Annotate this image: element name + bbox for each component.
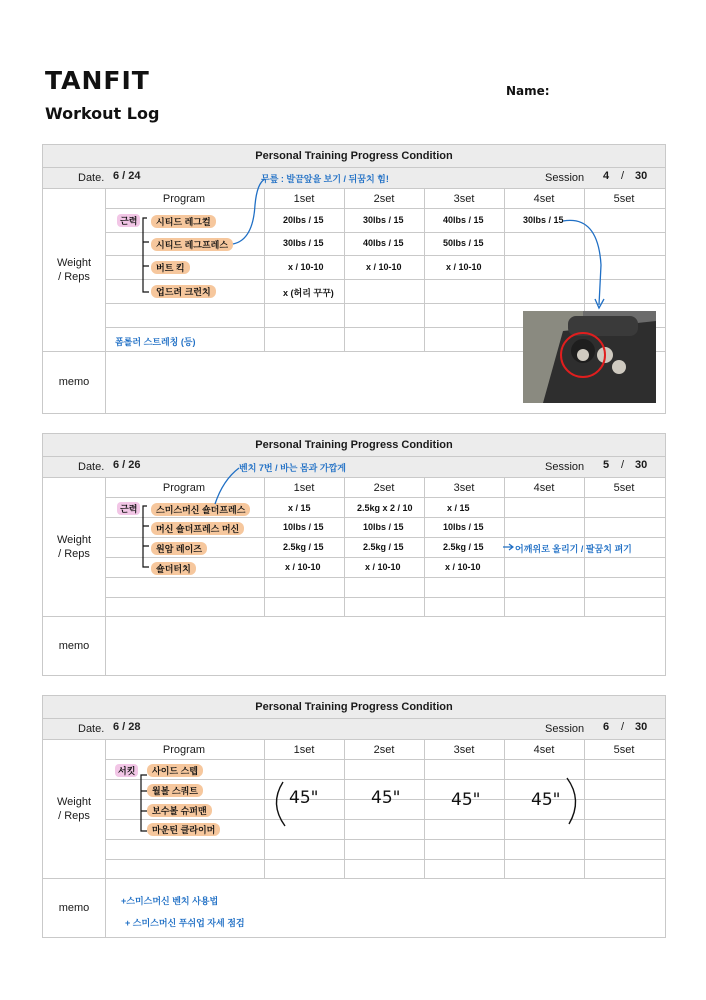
set-value: x / 10-10 [365,562,401,572]
exercise-name: 숄더터치 [151,562,196,575]
set-value: x / 15 [447,503,470,513]
col-set-5: 5set [613,482,635,494]
weight-reps-label: Weight / Reps [56,796,92,822]
category-label: 근력 [117,502,140,515]
set-value: 50lbs / 15 [443,238,484,248]
side-note: 어깨위로 올리기 / 팔꿈치 펴기 [515,544,632,554]
col-set-3: 3set [453,193,475,205]
col-set-4: 4set [533,482,555,494]
coaching-note: 벤치 7번 / 바는 몸과 가깝게 [239,463,346,473]
date-session-row [43,719,665,740]
name-label: Name: [506,84,550,98]
memo-label: memo [58,640,90,652]
session-total: 30 [635,721,648,733]
exercise-name: 스미스머신 숄더프레스 [151,503,250,516]
exercise-name: 보수볼 슈퍼맨 [147,804,212,817]
set-value: 10lbs / 15 [283,522,324,532]
date-label: Date. [78,723,105,735]
category-label: 서킷 [115,764,138,777]
set-value: x / 10-10 [446,262,482,272]
session-number: 5 [603,459,610,471]
set-duration: 45" [289,788,319,808]
brand-logo: TANFIT [45,66,150,95]
session-label: Session [545,461,585,473]
col-set-2: 2set [373,744,395,756]
col-set-4: 4set [533,193,555,205]
set-value: x / 10-10 [288,262,324,272]
extra-exercise: 폼롤러 스트레칭 (등) [115,337,196,347]
weight-reps-label: Weight / Reps [56,534,92,560]
session-label: Session [545,172,585,184]
session-separator: / [621,721,625,733]
set-value: 40lbs / 15 [363,238,404,248]
exercise-name: 원암 레이즈 [151,542,207,555]
set-value: 30lbs / 15 [363,215,404,225]
section-heading: Personal Training Progress Condition [43,145,665,168]
session-total: 30 [635,170,648,182]
date-label: Date. [78,172,105,184]
set-value: 2.5kg / 15 [363,542,404,552]
exercise-name: 버트 킥 [151,261,190,274]
set-value: 10lbs / 15 [443,522,484,532]
col-program: Program [162,193,206,205]
col-set-1: 1set [293,193,315,205]
date-session-row [43,457,665,478]
col-set-4: 4set [533,744,555,756]
set-duration: 45" [451,790,481,810]
coaching-note: 무릎 : 발끝앞을 보기 / 뒤꿈치 힘! [261,174,389,184]
section-heading: Personal Training Progress Condition [43,696,665,719]
category-label: 근력 [117,214,140,227]
set-value: x / 10-10 [445,562,481,572]
set-duration: 45" [531,790,561,810]
session-total: 30 [635,459,648,471]
memo-label: memo [58,376,90,388]
session-section-3 [42,695,666,938]
date-session-row [43,168,665,189]
set-value: x / 10-10 [366,262,402,272]
section-heading: Personal Training Progress Condition [43,434,665,457]
set-value: 30lbs / 15 [283,238,324,248]
set-value: 2.5kg / 15 [283,542,324,552]
set-value: 20lbs / 15 [283,215,324,225]
col-set-2: 2set [373,193,395,205]
session-section-2 [42,433,666,676]
memo-line: + 스미스머신 푸쉬업 자세 점검 [125,918,245,928]
set-value: x (허리 꾸꾸) [283,288,334,298]
date-value: 6 / 24 [113,170,141,182]
weight-reps-label: Weight / Reps [56,257,92,283]
col-set-1: 1set [293,482,315,494]
set-value: x / 15 [288,503,311,513]
set-value: 10lbs / 15 [363,522,404,532]
memo-label: memo [58,902,90,914]
set-value: 2.5kg x 2 / 10 [357,503,413,513]
col-set-3: 3set [453,482,475,494]
set-value: 30lbs / 15 [523,215,564,225]
exercise-name: 사이드 스텝 [147,764,203,777]
exercise-name: 월볼 스쿼트 [147,784,203,797]
col-set-2: 2set [373,482,395,494]
exercise-name: 머신 숄더프레스 머신 [151,522,244,535]
date-value: 6 / 26 [113,459,141,471]
date-value: 6 / 28 [113,721,141,733]
exercise-name: 시티드 레그프레스 [151,238,233,251]
col-set-3: 3set [453,744,475,756]
set-value: 2.5kg / 15 [443,542,484,552]
equipment-photo [523,311,656,403]
col-set-5: 5set [613,193,635,205]
session-separator: / [621,459,625,471]
set-value: 40lbs / 15 [443,215,484,225]
session-separator: / [621,170,625,182]
page-title: Workout Log [45,104,160,123]
date-label: Date. [78,461,105,473]
memo-line: +스미스머신 벤치 사용법 [121,896,219,906]
set-value: x / 10-10 [285,562,321,572]
exercise-name: 마운틴 클라이머 [147,823,220,836]
set-duration: 45" [371,788,401,808]
session-number: 6 [603,721,610,733]
session-number: 4 [603,170,610,182]
session-label: Session [545,723,585,735]
exercise-name: 업드려 크런치 [151,285,216,298]
col-set-1: 1set [293,744,315,756]
col-program: Program [162,482,206,494]
col-program: Program [162,744,206,756]
exercise-name: 시티드 레그컬 [151,215,216,228]
col-set-5: 5set [613,744,635,756]
